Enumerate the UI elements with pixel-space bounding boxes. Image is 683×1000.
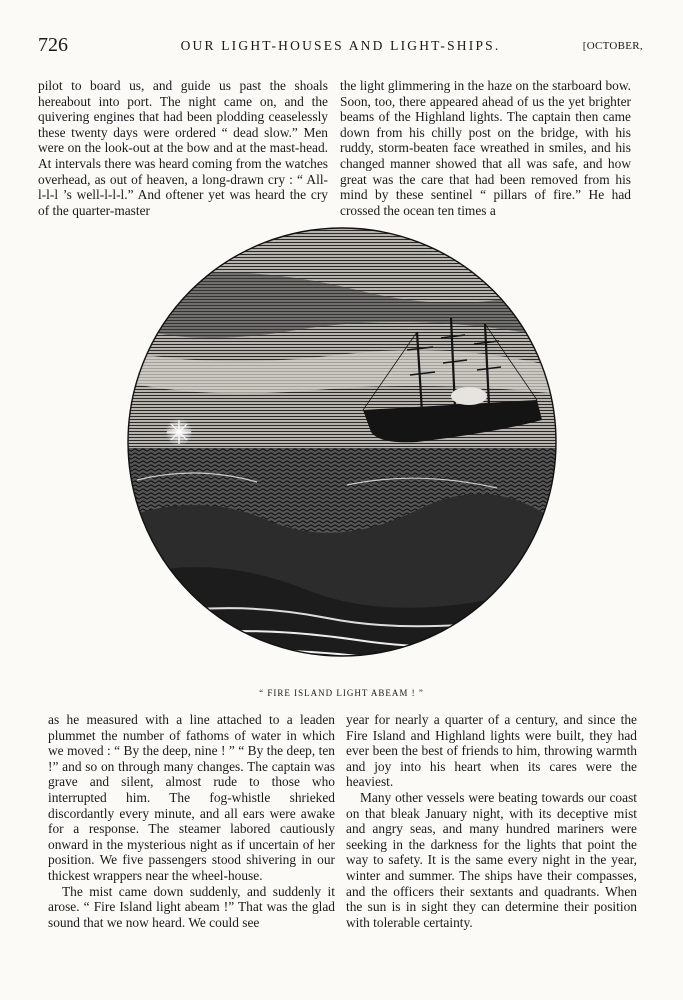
column-bottom-right xyxy=(346,712,637,930)
paragraph: pilot to board us, and guide us past the shoals hereabout into port. The night came on, and the quivering engines that had been plodding ceaselessly these twenty days were ordered “ dead slow.” Men were on the look-out at the bow and at the mast-head. At intervals there was heard coming from the watches overhead, as out of heaven, a long-drawn cry : “ All-l-l-l ’s well-l-l-l.” And oftener yet was heard the cry of the quarter-master xyxy=(38,78,328,218)
running-title: OUR LIGHT-HOUSES AND LIGHT-SHIPS. xyxy=(180,38,501,53)
engraving-scene xyxy=(117,220,567,680)
paragraph: as he measured with a line attached to a leaden plummet the number of fathoms of water in which we moved : “ By the deep, nine ! ” “ By the deep, ten !” and so on through many changes. The captain was grave and silent, almost rude to those who interrupted him. The fog-whistle shrieked discordantly every minute, and all ears were awake for a response. The steamer labored cautiously onward in the mysterious night as if uncertain of her position. We five passengers stood shivering in our thickest wrappers near the wheel-house. xyxy=(48,712,335,883)
sea-engraving-illustration xyxy=(117,220,567,680)
paragraph: Many other vessels were beating towards our coast on that bleak January night, with its deceptive mist and angry seas, and many hundred mariners were seeking in the darkness for the lights that point the way to safety. It is the same every night in the year, winter and summer. The ships have their compasses, and the officers their sextants and quadrants. When the sun is in sight they can determine their position with tolerable certainty. xyxy=(346,789,637,930)
running-date: [OCTOBER, xyxy=(582,40,643,52)
paragraph: year for nearly a quarter of a century, and since the Fire Island and Highland lights were built, they had ever been the best of friends to him, throwing warmth and joy into his heart when its cares were the heaviest. xyxy=(346,712,637,790)
column-top-left xyxy=(38,78,328,218)
paragraph: The mist came down suddenly, and suddenly it arose. “ Fire Island light abeam !” That was the glad sound that we now heard. We could see xyxy=(48,883,335,930)
paragraph: the light glimmering in the haze on the starboard bow. Soon, too, there appeared ahead of us the yet brighter beams of the Highland lights. The captain then came down from his chilly post on the bridge, with his ruddy, storm-beaten face wreathed in smiles, and his changed manner showed that all was safe, and how great was the care that had been removed from his mind by these sentinel “ pillars of fire.” He had crossed the ocean ten times a xyxy=(340,78,631,218)
illustration-caption: “ FIRE ISLAND LIGHT ABEAM ! ” xyxy=(259,688,424,698)
running-header xyxy=(38,34,643,56)
column-top-right xyxy=(340,78,631,218)
page-number: 726 xyxy=(38,34,68,56)
column-bottom-left xyxy=(48,712,335,930)
